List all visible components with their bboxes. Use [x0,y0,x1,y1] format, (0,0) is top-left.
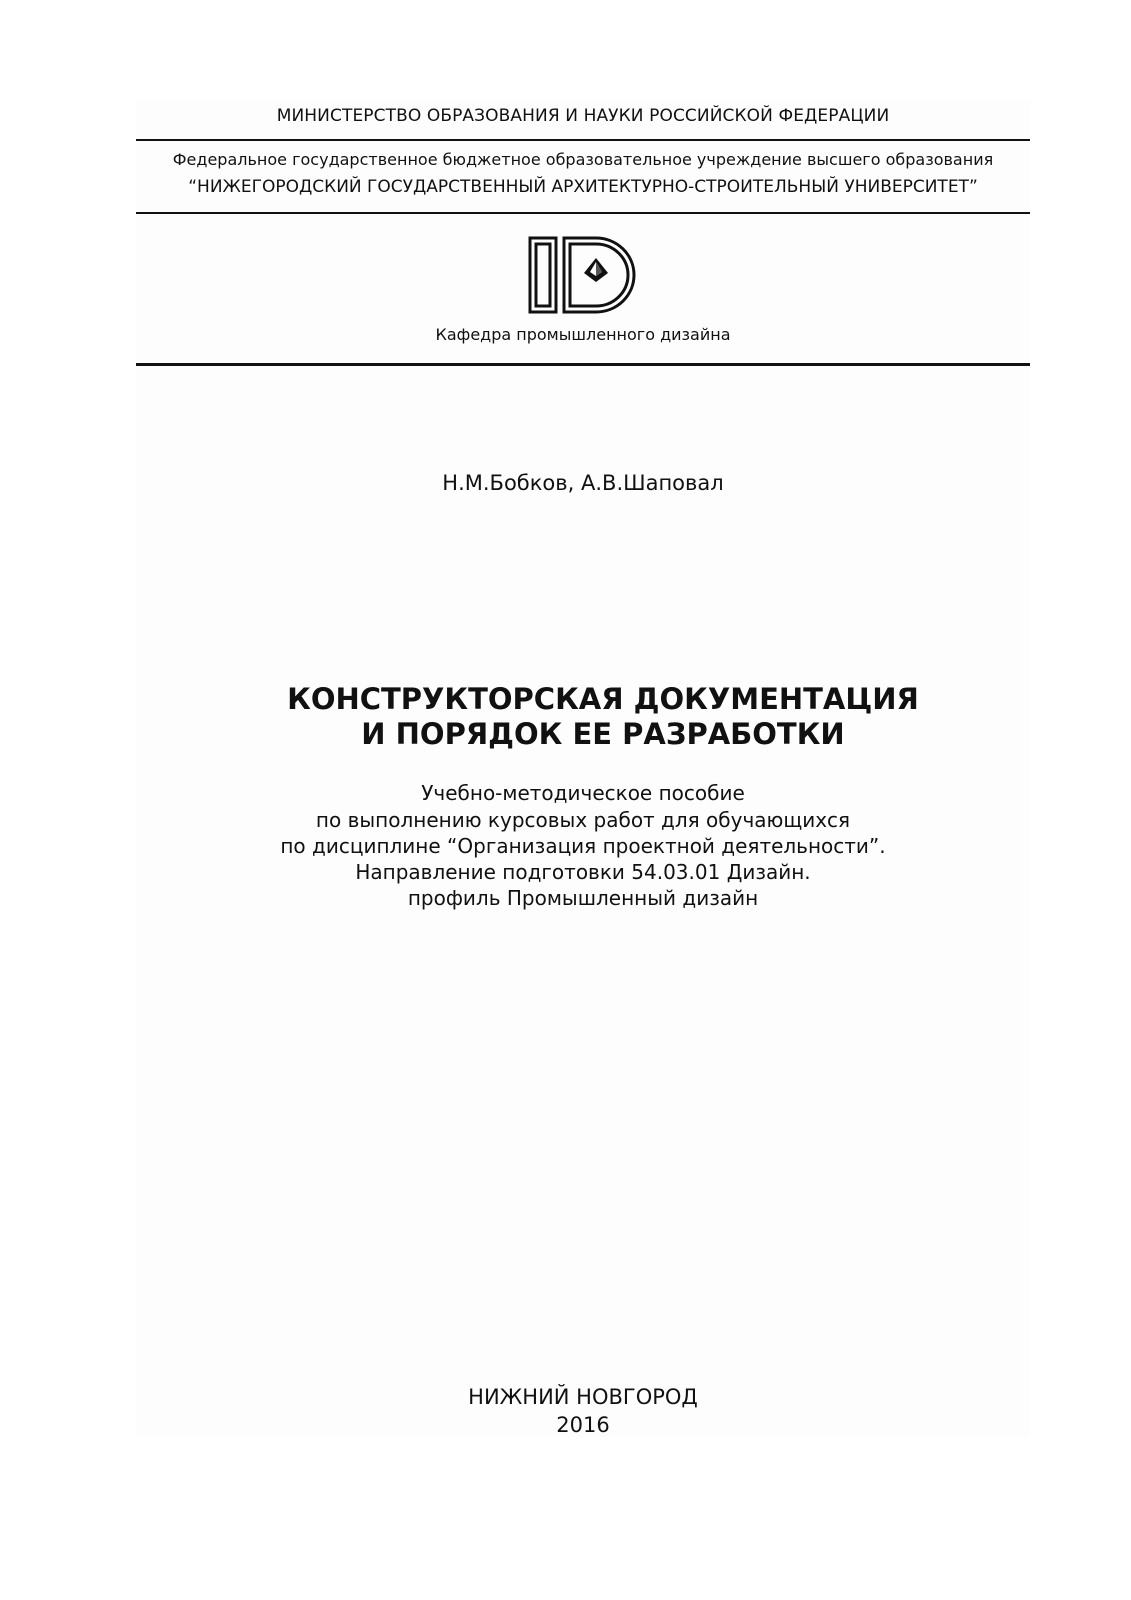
description-line: по дисциплине “Организация проектной деятельности”. [280,834,886,858]
description-line: Направление подготовки 54.03.01 Дизайн. [355,860,811,884]
department-name: Кафедра промышленного дизайна [435,325,731,344]
ministry-heading: МИНИСТЕРСТВО ОБРАЗОВАНИЯ И НАУКИ РОССИЙСКОЙ ФЕДЕРАЦИИ [276,106,890,126]
publication-city: НИЖНИЙ НОВГОРОД [468,1385,698,1409]
header-bottom-divider [136,363,1030,366]
document-title-line-2: И ПОРЯДОК ЕЕ РАЗРАБОТКИ [361,717,845,751]
university-name: “НИЖЕГОРОДСКИЙ ГОСУДАРСТВЕННЫЙ АРХИТЕКТУРНО-СТРОИТЕЛЬНЫЙ УНИВЕРСИТЕТ” [188,177,978,197]
authors: Н.М.Бобков, А.В.Шаповал [442,471,724,495]
top-divider [136,139,1030,141]
id-logo-icon [528,236,638,314]
description-line: по выполнению курсовых работ для обучающихся [315,808,851,832]
institution-divider [136,212,1030,214]
description-line: профиль Промышленный дизайн [407,886,759,910]
publication-year: 2016 [556,1413,610,1437]
document-title-line-1: КОНСТРУКТОРСКАЯ ДОКУМЕНТАЦИЯ [287,682,919,716]
description-line: Учебно-методическое пособие [421,781,745,805]
institution-type: Федеральное государственное бюджетное образовательное учреждение высшего образования [172,150,994,169]
